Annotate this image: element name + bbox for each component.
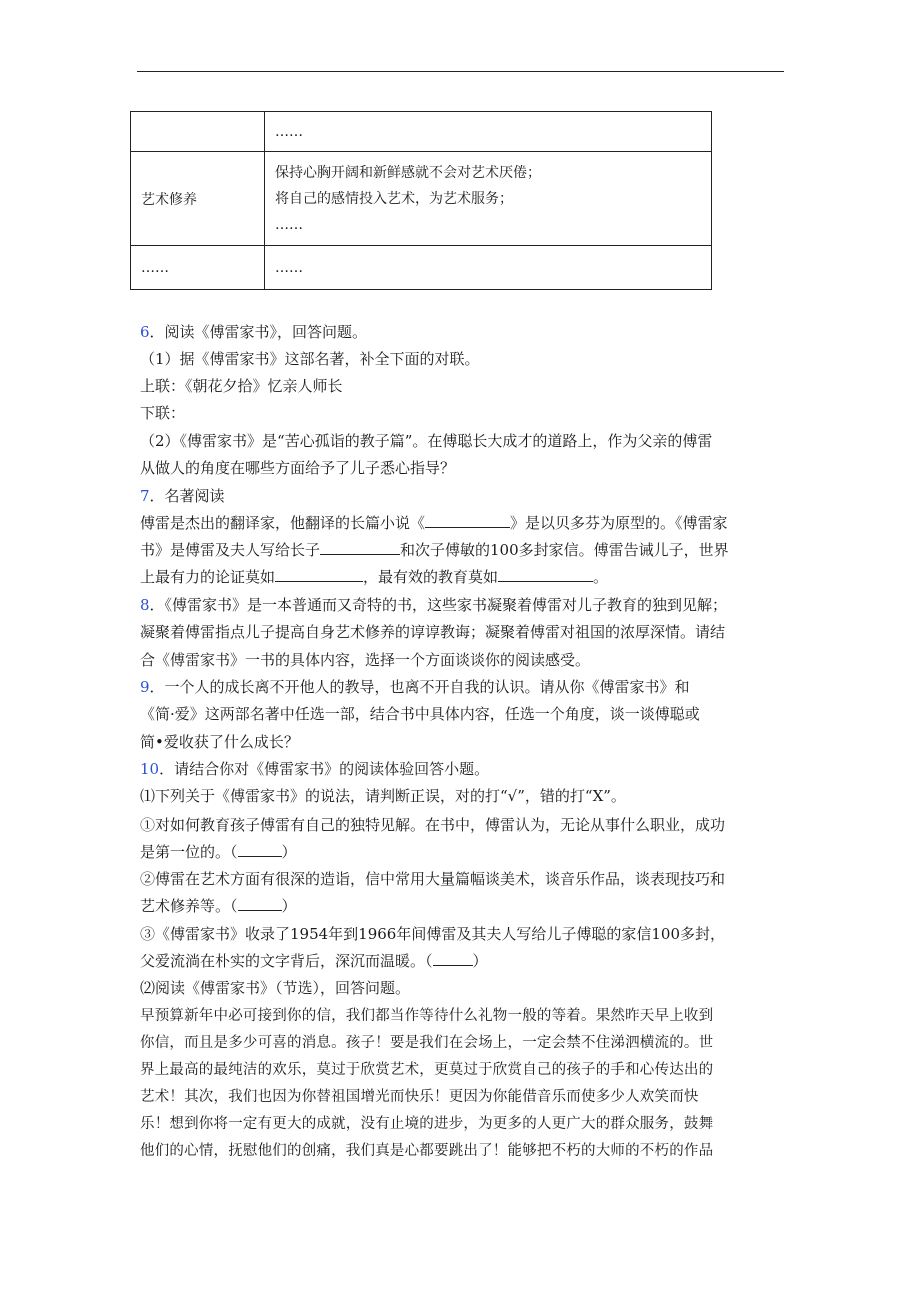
question-6-stem bbox=[140, 322, 367, 342]
table-cell bbox=[265, 152, 712, 246]
statement-3: ③《傅雷家书》收录了1954年到1966年间傅雷及其夫人写给儿子傅聪的家信100多封， bbox=[140, 925, 725, 943]
question-number: 6 bbox=[140, 323, 150, 341]
answer-blank[interactable] bbox=[433, 951, 473, 966]
question-10-stem bbox=[140, 759, 489, 779]
fill-blank[interactable] bbox=[498, 567, 593, 582]
question-number: 10 bbox=[140, 760, 160, 778]
question-7-line1 bbox=[140, 513, 728, 533]
question-text: ） bbox=[281, 843, 297, 861]
question-text: 父爱流淌在朴实的文字背后，深沉而温暖。（ bbox=[140, 952, 433, 970]
question-text: ．请结合你对《傅雷家书》的阅读体验回答小题。 bbox=[159, 760, 490, 778]
question-8-line3: 合《傅雷家书》一书的具体内容，选择一个方面谈谈你的阅读感受。 bbox=[140, 651, 591, 669]
statement-1: ①对如何教育孩子傅雷有自己的独特见解。在书中，傅雷认为，无论从事什么职业，成功 bbox=[140, 816, 726, 834]
summary-table bbox=[130, 111, 712, 290]
answer-blank[interactable] bbox=[238, 896, 282, 911]
cell-line: 将自己的感情投入艺术，为艺术服务； bbox=[275, 190, 513, 207]
question-text: ．一个人的成长离不开他人的教导，也离不开自我的认识。请从你《傅雷家书》和 bbox=[149, 678, 690, 696]
excerpt-line: 乐！想到你将一定有更大的成就，没有止境的进步，为更多的人更广大的群众服务，鼓舞 bbox=[140, 1116, 714, 1132]
excerpt-line: 他们的心情，抚慰他们的创痛，我们真是心都要跳出了！能够把不朽的大师的不朽的作品 bbox=[140, 1143, 714, 1159]
excerpt-line: 艺术！其次，我们也因为你替祖国增光而快乐！更因为你能借音乐而使多少人欢笑而快 bbox=[140, 1089, 699, 1105]
question-7-line2 bbox=[140, 540, 729, 560]
table-cell: …… bbox=[131, 246, 265, 290]
header-rule bbox=[137, 71, 784, 72]
question-text: 傅雷是杰出的翻译家，他翻译的长篇小说《 bbox=[140, 514, 426, 532]
fill-blank[interactable] bbox=[425, 513, 510, 528]
question-10-part1: ⑴下列关于《傅雷家书》的说法，请判断正误，对的打“√”，错的打“X”。 bbox=[140, 787, 626, 805]
table-row bbox=[131, 152, 712, 246]
question-9-line2: 《简·爱》这两部名著中任选一部，结合书中具体内容，任选一个角度，谈一谈傅聪或 bbox=[140, 705, 700, 723]
table-cell bbox=[265, 246, 712, 290]
question-text: ．《傅雷家书》是一本普通而又奇特的书，这些家书凝聚着傅雷对儿子教育的独到见解； bbox=[149, 596, 728, 614]
question-text: ，最有效的教育莫如 bbox=[363, 568, 499, 586]
question-text: 。 bbox=[593, 568, 609, 586]
cell-line: …… bbox=[275, 216, 303, 233]
question-8-line1 bbox=[140, 595, 727, 615]
question-number: 8 bbox=[140, 596, 150, 614]
excerpt-line: 界上最高的最纯洁的欢乐，莫过于欣赏艺术，更莫过于欣赏自己的孩子的手和心传达出的 bbox=[140, 1062, 714, 1078]
statement-1-cont bbox=[140, 842, 297, 862]
question-text: ．阅读《傅雷家书》，回答问题。 bbox=[149, 323, 368, 341]
table-row bbox=[131, 112, 712, 152]
cell-line: 保持心胸开阔和新鲜感就不会对艺术厌倦； bbox=[275, 164, 541, 181]
fill-blank[interactable] bbox=[320, 540, 400, 555]
question-text: 》是以贝多芬为原型的。《傅雷家 bbox=[510, 514, 728, 532]
question-6-sub2-cont: 从做人的角度在哪些方面给予了儿子悉心指导？ bbox=[140, 459, 456, 477]
table-cell bbox=[265, 112, 712, 152]
question-text: ） bbox=[472, 952, 488, 970]
question-6-sub1: （1）据《傅雷家书》这部名著，补全下面的对联。 bbox=[140, 350, 480, 368]
question-text: 是第一位的。（ bbox=[140, 843, 238, 861]
question-9-line3: 简•爱收获了什么成长？ bbox=[140, 733, 299, 751]
statement-2: ②傅雷在艺术方面有很深的造诣，信中常用大量篇幅谈美术，谈音乐作品，谈表现技巧和 bbox=[140, 870, 726, 888]
question-7-title bbox=[140, 486, 225, 506]
fill-blank[interactable] bbox=[275, 567, 363, 582]
question-text: 书》是傅雷及夫人写给长子 bbox=[140, 541, 321, 559]
table-cell: 艺术修养 bbox=[131, 152, 265, 246]
question-6-sub2: （2）《傅雷家书》是“苦心孤诣的教子篇”。在傅聪长大成才的道路上，作为父亲的傅雷 bbox=[140, 432, 713, 450]
cell-line: …… bbox=[275, 259, 303, 276]
couplet-lower: 下联： bbox=[140, 404, 186, 422]
question-text: ） bbox=[281, 897, 297, 915]
couplet-upper: 上联：《朝花夕拾》忆亲人师长 bbox=[140, 377, 343, 395]
cell-line: …… bbox=[275, 123, 303, 140]
question-text: 上最有力的论证莫如 bbox=[140, 568, 276, 586]
statement-3-cont bbox=[140, 951, 488, 971]
question-text: 艺术修养等。（ bbox=[140, 897, 238, 915]
question-9-line1 bbox=[140, 677, 690, 697]
question-text: 和次子傅敏的100多封家信。傅雷告诫儿子，世界 bbox=[400, 541, 729, 559]
table-row bbox=[131, 246, 712, 290]
excerpt-line: 你信，而且是多少可喜的消息。孩子！要是我们在会场上，一定会禁不住涕泗横流的。世 bbox=[140, 1035, 714, 1051]
statement-2-cont bbox=[140, 896, 297, 916]
question-number: 9 bbox=[140, 678, 150, 696]
question-10-part2: ⑵阅读《傅雷家书》（节选），回答问题。 bbox=[140, 979, 411, 997]
question-8-line2: 凝聚着傅雷指点儿子提高自身艺术修养的谆谆教诲；凝聚着傅雷对祖国的浓厚深情。请结 bbox=[140, 623, 726, 641]
question-text: ．名著阅读 bbox=[149, 487, 225, 505]
question-number: 7 bbox=[140, 487, 150, 505]
question-7-line3 bbox=[140, 567, 608, 587]
excerpt-line: 早预算新年中必可接到你的信，我们都当作等待什么礼物一般的等着。果然昨天早上收到 bbox=[140, 1008, 714, 1024]
answer-blank[interactable] bbox=[238, 842, 282, 857]
table-cell bbox=[131, 112, 265, 152]
